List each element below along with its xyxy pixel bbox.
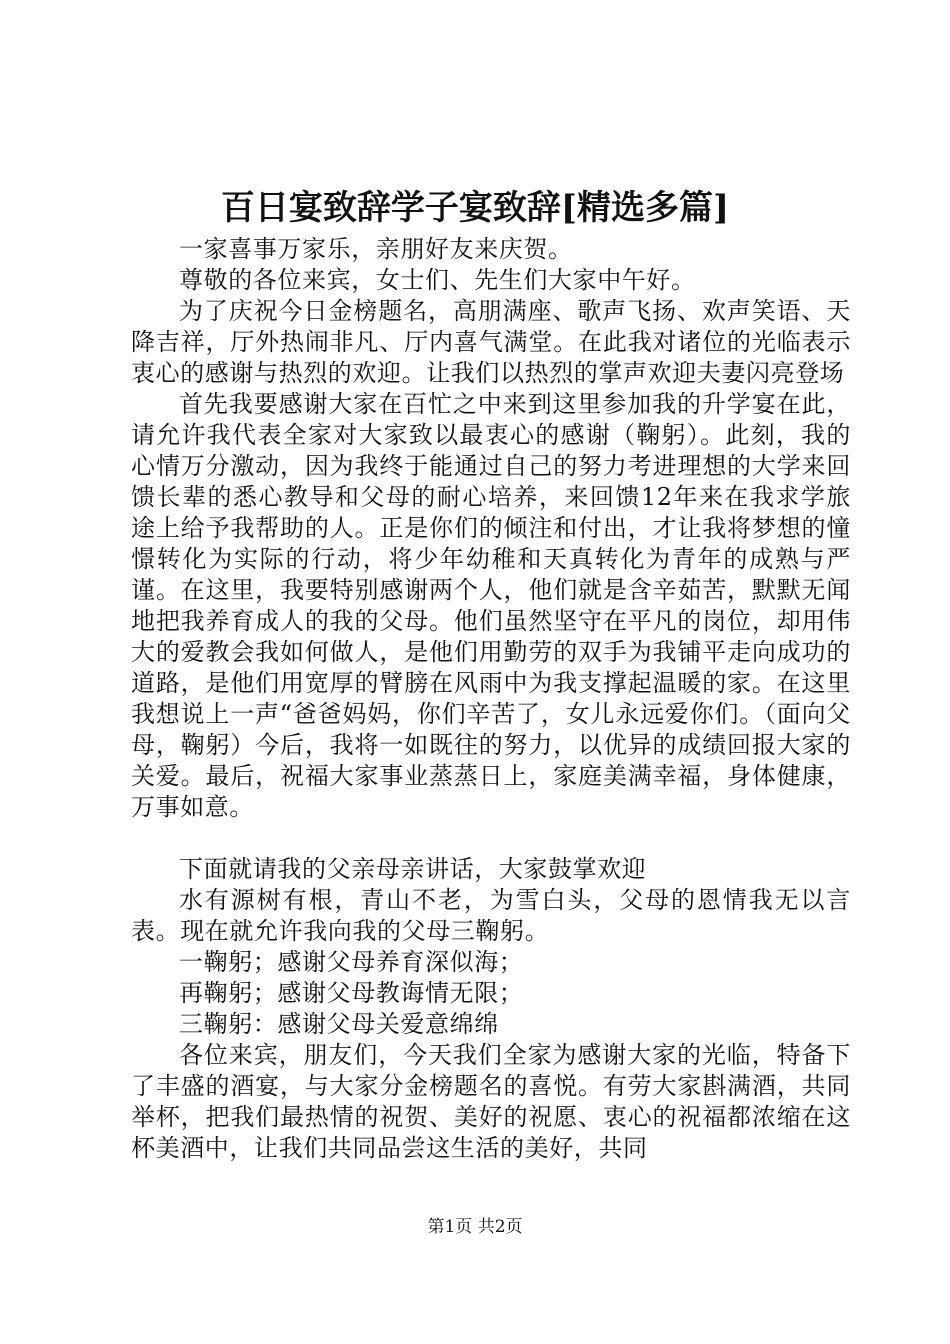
paragraph-greeting-verse: 一家喜事万家乐，亲朋好友来庆贺。 [179,235,573,263]
paragraph-third-bow: 三鞠躬：感谢父母关爱意绵绵 [179,1010,499,1038]
document-body [131,234,851,1164]
paragraph-salutation: 尊敬的各位来宾，女士们、先生们大家中午好。 [179,266,696,294]
paragraph-second-bow: 再鞠躬；感谢父母教诲情无限； [179,979,524,1007]
page-number-footer: 第1页 共2页 [427,1217,523,1237]
paragraph-celebration: 为了庆祝今日金榜题名，高朋满座、歌声飞扬、欢声笑语、天降吉祥，厅外热闹非凡、厅内喜气满堂。在此我对诸位的光临表示衷心的感谢与热烈的欢迎。让我们以热烈的掌声欢迎夫妻闪亮登场 [131,297,851,387]
paragraph-toast: 各位来宾，朋友们，今天我们全家为感谢大家的光临，特备下了丰盛的酒宴，与大家分金榜题名的喜悦。有劳大家斟满酒，共同举杯，把我们最热情的祝贺、美好的祝愿、衷心的祝福都浓缩在这杯美酒中，让我们共同品尝这生活的美好，共同 [131,1041,851,1162]
paragraph-spacer [131,823,851,854]
paragraph-thanks: 首先我要感谢大家在百忙之中来到这里参加我的升学宴在此，请允许我代表全家对大家致以最衷心的感谢（鞠躬）。此刻，我的心情万分激动，因为我终于能通过自己的努力考进理想的大学来回馈长辈的悉心教导和父母的耐心培养，来回馈12年来在我求学旅途上给予我帮助的人。正是你们的倾注和付出，才让我将梦想的憧憬转化为实际的行动，将少年幼稚和天真转化为青年的成熟与严谨。在这里，我要特别感谢两个人，他们就是含辛茹苦，默默无闻地把我养育成人的我的父母。他们虽然坚守在平凡的岗位，却用伟大的爱教会我如何做人，是他们用勤劳的双手为我铺平走向成功的道路，是他们用宽厚的臂膀在风雨中为我支撑起温暖的家。在这里我想说上一声“爸爸妈妈，你们辛苦了，女儿永远爱你们。（面向父母，鞠躬）今后，我将一如既往的努力，以优异的成绩回报大家的关爱。最后，祝福大家事业蒸蒸日上，家庭美满幸福，身体健康，万事如意。 [131,390,851,821]
paragraph-parents-speech: 下面就请我的父亲母亲讲话，大家鼓掌欢迎 [179,855,647,883]
page-title: 百日宴致辞学子宴致辞[精选多篇] [220,188,730,228]
paragraph-gratitude: 水有源树有根，青山不老，为雪白头，父母的恩情我无以言表。现在就允许我向我的父母三鞠躬。 [131,886,851,945]
paragraph-first-bow: 一鞠躬；感谢父母养育深似海； [179,948,524,976]
